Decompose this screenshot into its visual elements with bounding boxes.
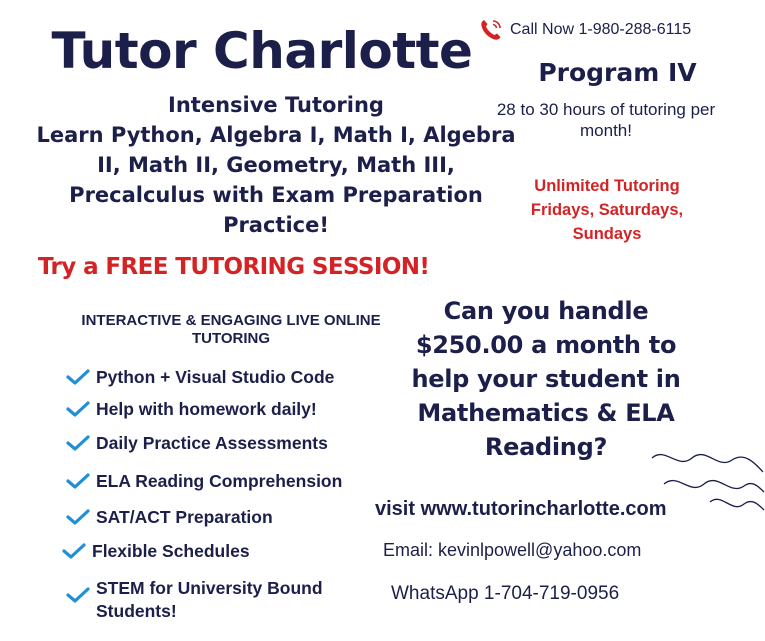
feature-label: Flexible Schedules xyxy=(92,541,250,561)
brand-title: Tutor Charlotte xyxy=(51,22,473,80)
phone-icon xyxy=(478,17,504,43)
check-icon xyxy=(66,473,90,489)
intro-heading: Intensive Tutoring xyxy=(168,93,384,117)
unlimited-tutoring-text: Unlimited Tutoring Fridays, Saturdays, Sundays xyxy=(530,177,684,243)
check-icon xyxy=(66,509,90,525)
check-icon xyxy=(66,587,90,603)
intro-block xyxy=(28,90,524,240)
feature-item xyxy=(66,470,342,493)
website-link[interactable]: visit www.tutorincharlotte.com xyxy=(375,498,667,520)
feature-label: STEM for University Bound Students! xyxy=(96,578,323,621)
program-title: Program IV xyxy=(538,58,697,87)
feature-label: Help with homework daily! xyxy=(96,399,317,419)
email-contact[interactable]: Email: kevinlpowell@yahoo.com xyxy=(383,540,642,560)
check-icon xyxy=(62,543,86,559)
check-icon xyxy=(66,401,90,417)
feature-item xyxy=(66,366,334,389)
pitch-question: Can you handle $250.00 a month to help your student in Mathematics & ELA Reading? xyxy=(411,297,681,461)
feature-label: SAT/ACT Preparation xyxy=(96,507,273,527)
hours-text: 28 to 30 hours of tutoring per month! xyxy=(496,100,716,140)
feature-label: ELA Reading Comprehension xyxy=(96,471,343,491)
features-heading: INTERACTIVE & ENGAGING LIVE ONLINE TUTORING xyxy=(81,312,381,347)
feature-item xyxy=(66,398,317,421)
check-icon xyxy=(66,369,90,385)
subjects-text: Learn Python, Algebra I, Math I, Algebra II, Math II, Geometry, Math III, Precalculus with Exam Preparation Practice! xyxy=(36,123,516,237)
feature-label: Python + Visual Studio Code xyxy=(96,367,335,387)
feature-item xyxy=(66,577,356,623)
feature-item xyxy=(66,506,273,529)
whatsapp-contact[interactable]: WhatsApp 1-704-719-0956 xyxy=(391,583,620,604)
call-line[interactable] xyxy=(478,17,691,43)
free-session-cta: Try a FREE TUTORING SESSION! xyxy=(38,254,430,280)
feature-item xyxy=(62,540,250,563)
check-icon xyxy=(66,435,90,451)
feature-item xyxy=(66,432,328,455)
feature-label: Daily Practice Assessments xyxy=(96,433,328,453)
call-now-text: Call Now 1-980-288-6115 xyxy=(510,21,692,38)
squiggle-decoration xyxy=(650,444,765,524)
